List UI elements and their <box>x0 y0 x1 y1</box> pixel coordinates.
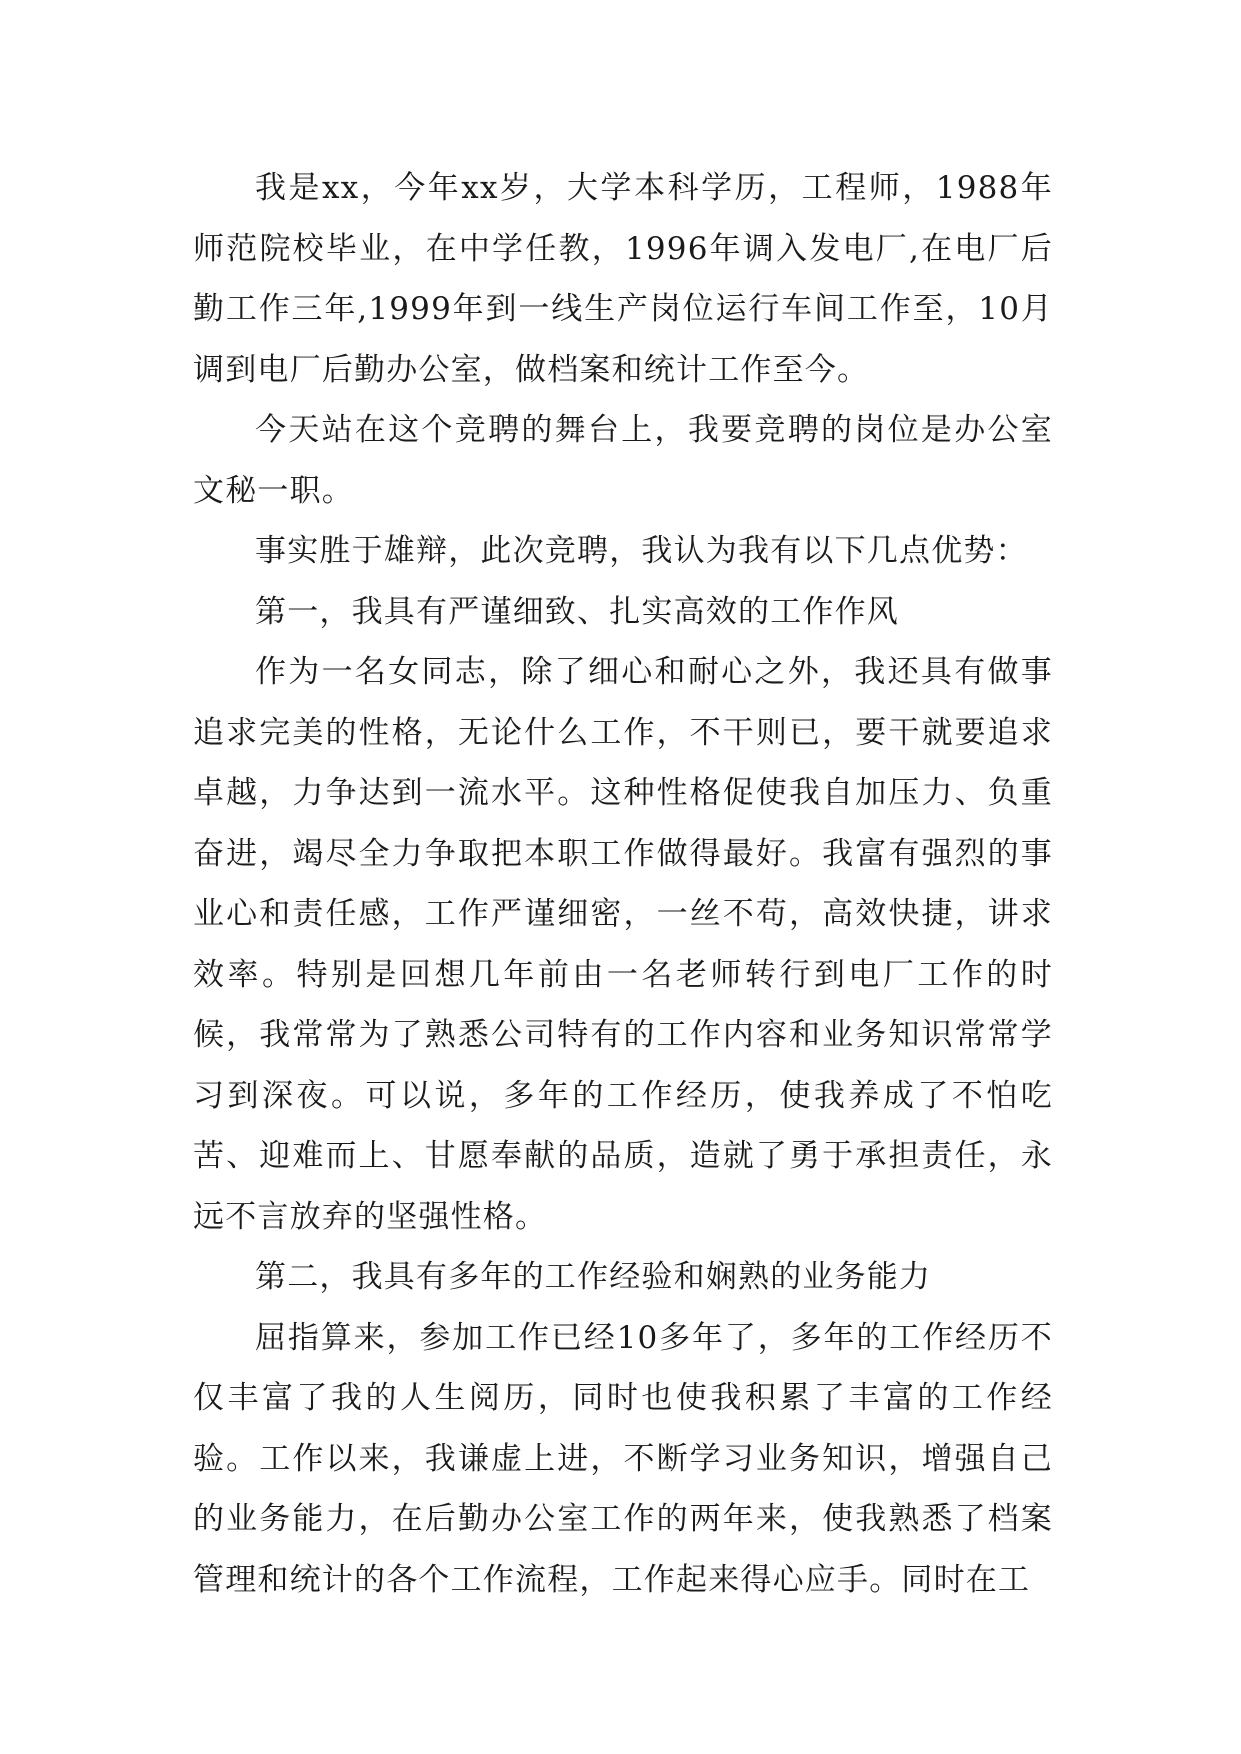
paragraph-personal-background: 我是xx，今年xx岁，大学本科学历，工程师，1988年师范院校毕业，在中学任教，1996年调入发电厂,在电厂后勤工作三年,1999年到一线生产岗位运行车间工作至，10月调到电厂后勤办公室，做档案和统计工作至今。 <box>193 170 1053 388</box>
heading-advantage-one: 第一，我具有严谨细致、扎实高效的工作作风 <box>255 593 899 630</box>
paragraph-advantage-two-body: 屈指算来，参加工作已经10多年了，多年的工作经历不仅丰富了我的人生阅历，同时也使我积累了丰富的工作经验。工作以来，我谦虚上进，不断学习业务知识，增强自己的业务能力，在后勤办公室工作的两年来，使我熟悉了档案管理和统计的各个工作流程，工作起来得心应手。同时在工 <box>193 1319 1053 1598</box>
paragraph-advantage-one-body: 作为一名女同志，除了细心和耐心之外，我还具有做事追求完美的性格，无论什么工作，不干则已，要干就要追求卓越，力争达到一流水平。这种性格促使我自加压力、负重奋进，竭尽全力争取把本职工作做得最好。我富有强烈的事业心和责任感，工作严谨细密，一丝不苟，高效快捷，讲求效率。特别是回想几年前由一名老师转行到电厂工作的时候，我常常为了熟悉公司特有的工作内容和业务知识常常学习到深夜。可以说，多年的工作经历，使我养成了不怕吃苦、迎难而上、甘愿奉献的品质，造就了勇于承担责任，永远不言放弃的坚强性格。 <box>193 654 1053 1235</box>
document-body <box>193 158 1053 1610</box>
heading-advantage-two: 第二，我具有多年的工作经验和娴熟的业务能力 <box>255 1259 932 1295</box>
paragraph-position-applied: 今天站在这个竞聘的舞台上，我要竞聘的岗位是办公室文秘一职。 <box>193 412 1053 509</box>
paragraph-advantages-intro: 事实胜于雄辩，此次竞聘，我认为我有以下几点优势： <box>255 533 1028 569</box>
